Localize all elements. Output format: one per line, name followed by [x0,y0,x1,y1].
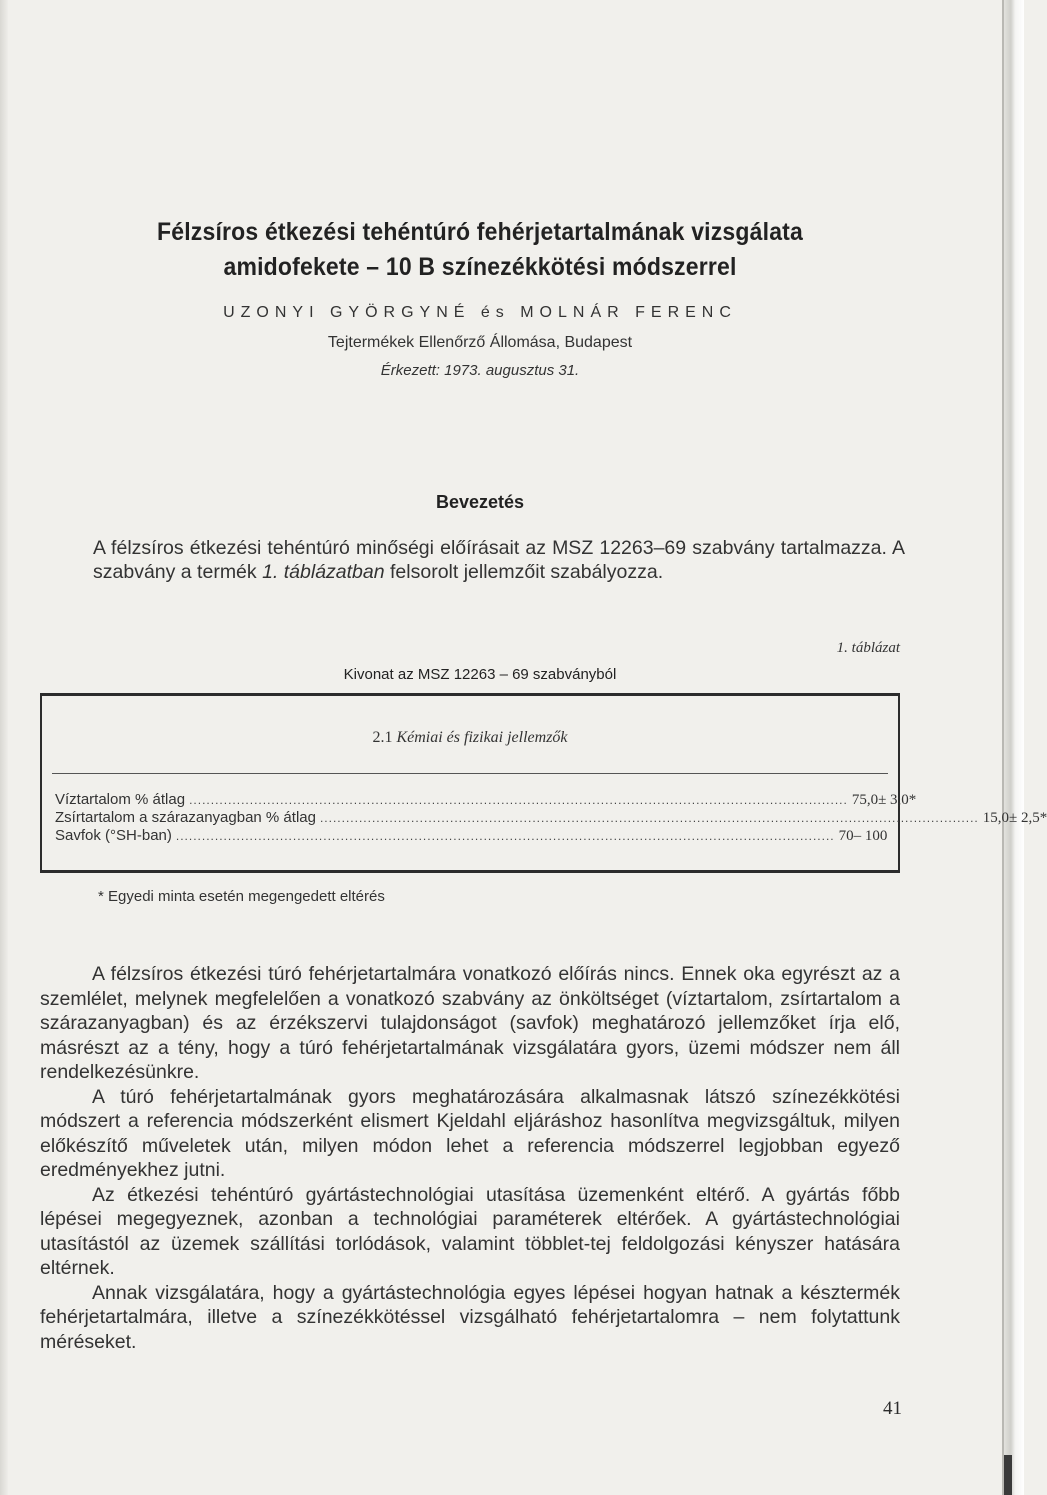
table-row [55,791,917,809]
article-title-line-2: amidofekete – 10 B színezékkötési módszerrel [223,253,737,281]
leader-dots: ........................................................................................................................................................ [175,829,835,843]
table-number: 1. táblázat [836,640,900,656]
page-left-edge [0,0,8,1495]
table-row [55,809,1047,827]
table-footnote: * Egyedi minta esetén megengedett eltérés [98,888,385,905]
row-label: Savfok (°SH-ban) [55,827,172,844]
page-right-edge [1002,0,1024,1495]
table-bottom-rule [40,870,900,873]
authors: UZONYI GYÖRGYNÉ és MOLNÁR FERENC [223,304,737,321]
table-top-rule [40,693,900,696]
leader-dots: ........................................................................................................................................................ [319,811,979,825]
received-date: Érkezett: 1973. augusztus 31. [380,362,580,379]
body-text [40,962,900,1354]
leader-dots: ........................................................................................................................................................ [189,793,848,807]
intro-paragraph [93,537,905,584]
table-left-rule [40,693,42,873]
scan-corner-mark [1004,1455,1012,1495]
table-caption: Kivonat az MSZ 12263 – 69 szabványból [343,666,617,683]
binding-shadow [1002,0,1004,1495]
row-value: 75,0± 3,0* [851,792,917,808]
article-title-line-1: Félzsíros étkezési tehéntúró fehérjetartalmának vizsgálata [157,218,803,246]
body-paragraph: Az étkezési tehéntúró gyártástechnológiai utasítása üzemenként eltérő. A gyártás főbb lépései megegyeznek, azonban a technológiai paraméterek eltérőek. A gyártástechnológiai utasítástól az üzemek szállítási torlódások, valamint többlet-tej feldolgozási kényszer hatására eltérnek. [40,1183,900,1279]
page-number: 41 [883,1398,902,1419]
table-section-title [240,729,700,747]
body-paragraph: A túró fehérjetartalmának gyors meghatározására alkalmasnak látszó színezékkötési módszert a referencia módszerként elismert Kjeldahl eljáráshoz hasonlítva megvizsgáltuk, milyen előkészítő műveletek után, milyen módon lehet a referencia módszerrel legjobban egyező eredményekhez jutni. [40,1085,900,1181]
table-right-rule [898,693,900,873]
table-rows [55,791,1047,845]
intro-text-1: A félzsíros étkezési tehéntúró minőségi előírásait az MSZ 12263–69 szabvány tartalmazza. A szabvány a termék [93,537,905,583]
body-paragraph: A félzsíros étkezési túró fehérjetartalmára vonatkozó előírás nincs. Ennek oka egyrészt az a szemlélet, melynek megfelelően a vonatkozó szabvány az önköltséget (víztartalom, zsírtartalom a szárazanyagban) és az érzékszervi tulajdonságot (savfok) meghatározó jellemzőket írja elő, másrészt az a tény, hogy a túró fehérjetartalmának vizsgálatára gyors, üzemi módszer nem áll rendelkezésünkre. [40,963,900,1083]
institution: Tejtermékek Ellenőrző Állomása, Budapest [327,334,633,351]
section-heading: Bevezetés [435,492,525,512]
row-label: Zsírtartalom a szárazanyagban % átlag [55,809,316,826]
body-paragraph: Annak vizsgálatára, hogy a gyártástechnológia egyes lépései hogyan hatnak a késztermék fehérjetartalmára, illetve a színezékkötéssel vizsgálható fehérjetartalomra – nem folytattunk méréseket. [40,1281,900,1353]
intro-table-ref: 1. táblázatban [262,560,385,583]
row-label: Víztartalom % átlag [55,791,186,808]
row-value: 15,0± 2,5* [982,810,1047,826]
table [40,693,1047,873]
intro-text-2: felsorolt jellemzőit szabályozza. [384,560,664,583]
table-section-number: 2.1 [372,729,393,746]
table-section-label: Kémiai és fizikai jellemzők [396,729,568,746]
table-header-rule [52,773,888,774]
table-row [55,827,888,845]
row-value: 70– 100 [838,828,888,844]
